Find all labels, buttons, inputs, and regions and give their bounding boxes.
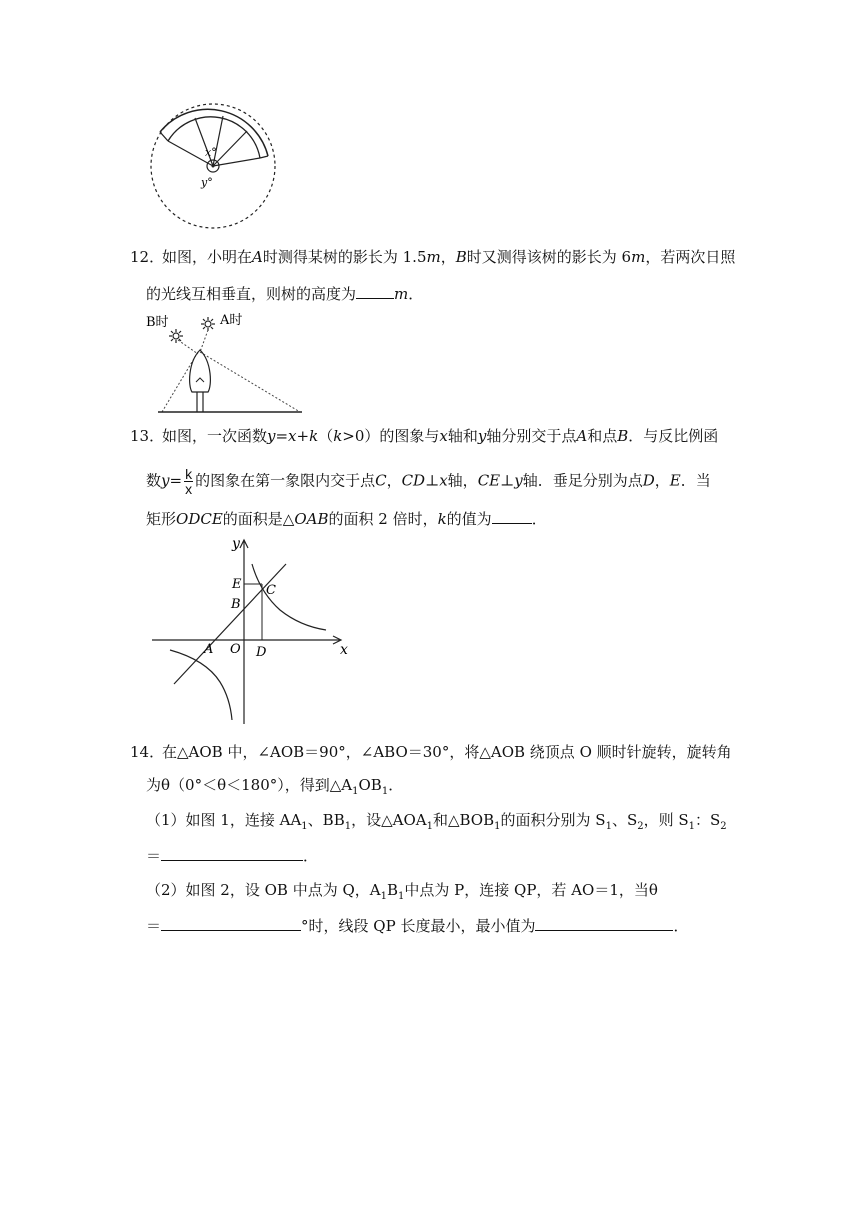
hyperbola-q3 [170,650,232,720]
q14-part1-answer: ＝ ． [146,847,319,865]
q12-number: 12． [130,248,165,266]
tree-shadow-figure [140,306,310,418]
linear-function-line [174,564,286,684]
answer-blank[interactable] [535,915,673,931]
q14-line1: 在△AOB 中，∠AOB＝90°，∠ABO＝30°，将△AOB 绕顶点 O 顺时针旋转，旋转角 [162,743,732,761]
q12-line1: 如图，小明在A时测得某树的影长为 1.5m，B时又测得该树的影长为 6m，若两次日照 [162,248,736,266]
answer-blank[interactable] [161,915,301,931]
point-b-label: B [231,597,241,612]
point-d-label: D [256,645,267,660]
q12-line2: 的光线互相垂直，则树的高度为 m． [146,285,424,303]
q13-line3: 矩形ODCE的面积是△OAB的面积 2 倍时，k的值为 ． [146,510,547,528]
fraction-k-over-x: $\frac{k}{x}$ [185,466,193,497]
b-time-label: B时 [146,315,169,330]
q14-part2: （2）如图 2，设 OB 中点为 Q，$A_1B_1$中点为 P，连接 QP，若 AO＝1，当θ [146,881,658,902]
sun-b-icon [169,329,183,343]
q14-line2: 为θ（0°＜θ＜180°），得到$\triangle A_1OB_1$． [146,776,404,797]
angle-x-label: x° [205,146,217,159]
point-e-label: E [232,577,242,592]
x-axis-label: x [340,642,348,658]
a-time-label: A时 [220,313,243,328]
sun-a-icon [201,317,215,331]
fan-figure [140,100,290,240]
coordinate-graph [148,532,358,728]
hyperbola-q1 [252,564,326,630]
q14-part1: （1）如图 1，连接 $AA_1$、$BB_1$，设$\triangle AOA_1$和$\triangle BOB_1$的面积分别为 $S_1$、$S_2$，则 $S_1$：$S_2$ [146,811,727,832]
q14-number: 14． [130,743,165,761]
origin-o-label: O [230,642,241,657]
answer-blank[interactable] [161,845,303,861]
answer-blank[interactable] [356,283,394,299]
q13-line1: 如图，一次函数y=x+k（k>0）的图象与x轴和y轴分别交于点A和点B．与反比例函 [162,427,719,445]
y-axis-label: y [232,536,240,552]
q13-line2: 数y= $\frac{k}{x}$ 的图象在第一象限内交于点C，CD⊥x轴，CE⊥y轴．垂足分别为点D，E．当 [146,466,711,497]
answer-blank[interactable] [492,508,532,524]
q14-part2-answer: ＝ °时，线段 QP 长度最小，最小值为 ． [146,917,689,935]
angle-y-label: y° [201,176,213,189]
point-a-label: A [204,642,214,657]
q13-number: 13． [130,427,165,445]
point-c-label: C [266,583,276,598]
